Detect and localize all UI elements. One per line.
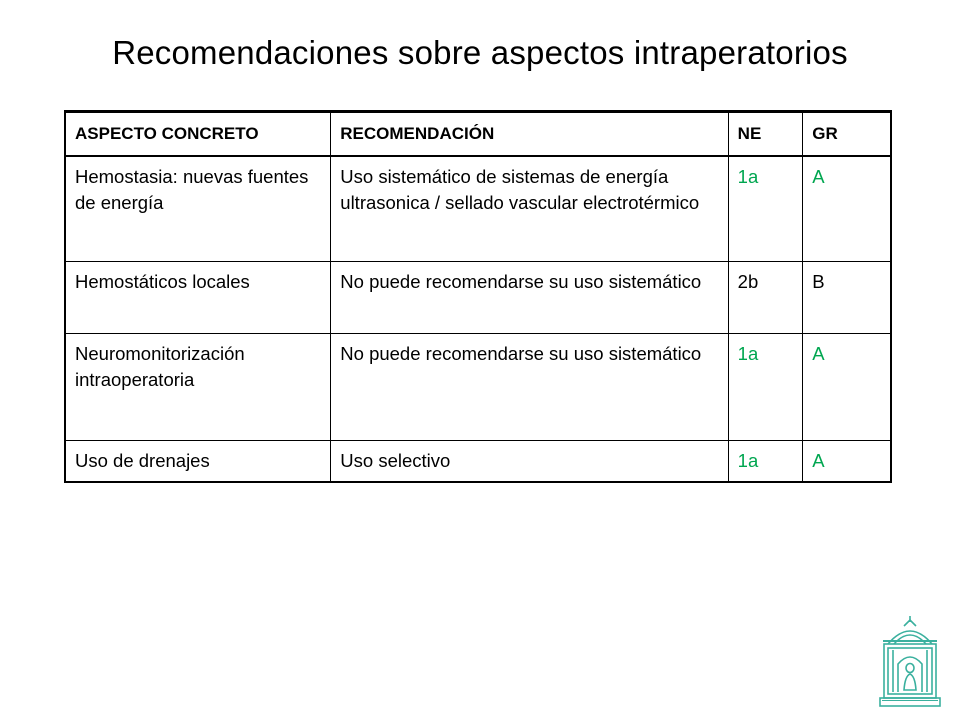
table-row [65,441,891,482]
cell-recomendacion: Uso selectivo [331,441,728,482]
header-recomendacion: RECOMENDACIÓN [331,112,728,157]
cell-aspecto: Hemostáticos locales [65,262,331,334]
cell-aspecto: Hemostasia: nuevas fuentes de energía [65,156,331,262]
cell-recomendacion: Uso sistemático de sistemas de energía ultrasonica / sellado vascular electrotérmico [331,156,728,262]
header-gr: GR [803,112,891,157]
cell-gr: A [803,156,891,262]
table-row [65,262,891,334]
header-aspecto: ASPECTO CONCRETO [65,112,331,157]
cell-gr: A [803,334,891,441]
table-row [65,334,891,441]
cell-recomendacion: No puede recomendarse su uso sistemático [331,262,728,334]
cell-gr: B [803,262,891,334]
cell-ne: 1a [728,156,803,262]
cell-ne: 2b [728,262,803,334]
cell-aspecto: Neuromonitorización intraoperatoria [65,334,331,441]
institution-seal-icon [874,614,946,710]
cell-gr: A [803,441,891,482]
recommendations-table [64,110,892,483]
table-header-row [65,112,891,157]
cell-ne: 1a [728,441,803,482]
header-ne: NE [728,112,803,157]
cell-recomendacion: No puede recomendarse su uso sistemático [331,334,728,441]
slide-title: Recomendaciones sobre aspectos intraperatorios [112,34,848,71]
table-row [65,156,891,262]
cell-aspecto: Uso de drenajes [65,441,331,482]
cell-ne: 1a [728,334,803,441]
